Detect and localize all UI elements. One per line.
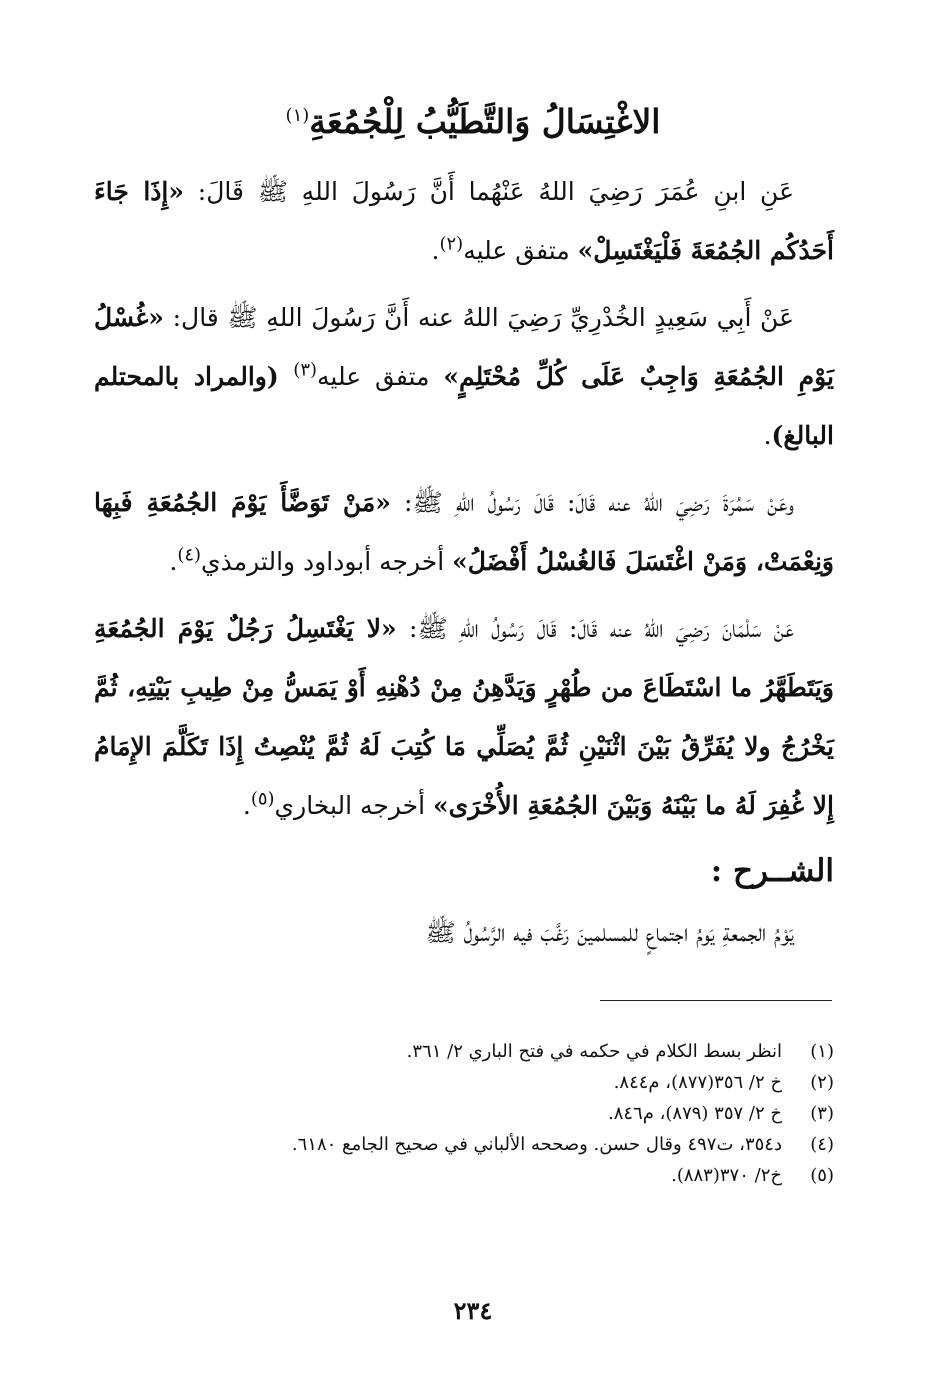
footnote-divider bbox=[600, 1000, 832, 1001]
narration-intro: عَنِ ابنِ عُمَرَ رَضِيَ اللهُ عَنْهُما أَنَّ رَسُولَ اللهِ ﷺ قَالَ: bbox=[184, 177, 794, 206]
clarification-note: (والمراد بالمحتلم البالغ) bbox=[94, 362, 834, 450]
footnote-ref: (٣) bbox=[293, 359, 318, 381]
explanation-text: يَوْمُ الجمعةِ يَومُ اجتماعٍ للمسلمينَ رَغَّبَ فيه الرَّسُولُ ﷺ bbox=[425, 918, 794, 947]
footnote-item bbox=[94, 1160, 834, 1191]
footnote-text: خ٢/ ٣٧٠(٨٨٣). bbox=[671, 1165, 782, 1186]
footnote-ref: (٥) bbox=[250, 788, 275, 810]
hadith-text: «إِذَا جَاءَ أَحَدُكُم الجُمُعَةَ فَلْيَغْتَسِلْ» bbox=[94, 177, 834, 265]
sentence-end: . bbox=[169, 547, 178, 576]
footnote-item bbox=[94, 1067, 834, 1098]
sentence-end: . bbox=[431, 236, 440, 265]
footnote-ref: (٢) bbox=[439, 233, 464, 255]
footnote-number: (٣) bbox=[810, 1103, 834, 1124]
hadith-paragraph bbox=[94, 162, 834, 280]
footnote-item bbox=[94, 1129, 834, 1160]
footnote-text: انظر بسط الكلام في حكمه في فتح الباري ٢/ ٣٦١. bbox=[406, 1041, 782, 1062]
footnote-number: (٥) bbox=[810, 1165, 834, 1186]
footnote-number: (٤) bbox=[810, 1134, 834, 1155]
chapter-title-text: الاغْتِسَالُ وَالتَّطَيُّبُ لِلْجُمُعَةِ bbox=[309, 102, 661, 142]
hadith-text: «مَنْ تَوَضَّأَ يَوْمَ الجُمُعَةِ فَبِهَا وَنِعْمَتْ، وَمَنْ اغْتَسَلَ فَالغُسْلُ أَفْضَلُ» bbox=[94, 488, 834, 576]
footnote-number: (١) bbox=[810, 1041, 834, 1062]
source-note: متفق عليه bbox=[463, 236, 578, 265]
page-number: ٢٣٤ bbox=[453, 1296, 493, 1325]
narration-intro: عَنْ أَبِي سَعِيدٍ الخُدْرِيِّ رَضِيَ اللهُ عنه أَنَّ رَسُولَ اللهِ ﷺ قال: bbox=[163, 303, 794, 332]
sentence-end: . bbox=[242, 791, 251, 820]
hadith-paragraph bbox=[94, 473, 834, 591]
hadith-paragraph bbox=[94, 599, 834, 835]
main-text bbox=[94, 162, 834, 962]
hadith-text: «غُسْلُ يَوْمِ الجُمُعَةِ وَاجِبٌ عَلَى كُلِّ مُحْتَلِمٍ» bbox=[94, 303, 834, 391]
footnotes-list bbox=[94, 1036, 834, 1191]
hadith-paragraph bbox=[94, 288, 834, 465]
hadith-text: «لا يَغْتَسِلُ رَجُلٌ يَوْمَ الجُمُعَةِ وَيَتَطَهَّرُ ما اسْتَطَاعَ من طُهْرٍ وَيَدَّهِنُ مِنْ دُهْنِهِ أَوْ يَمَسُّ مِنْ طِيبِ بَيْتِهِ، ثُمَّ يَخْرُجُ ولا يُفَرِّقُ بَيْنَ اثْنَيْنِ ثُمَّ يُصَلِّي مَا كُتِبَ لَهُ ثُمَّ يُنْصِتُ إِذَا تَكَلَّمَ الإِمَامُ إِلا غُفِرَ لَهُ ما بَيْنَهُ وَبَيْنَ الجُمُعَةِ الأُخْرَى» bbox=[94, 614, 834, 820]
footnote-number: (٢) bbox=[810, 1072, 834, 1093]
sentence-end: . bbox=[763, 421, 772, 450]
footnote-text: د٣٥٤، ت٤٩٧ وقال حسن. وصححه الألباني في صحيح الجامع ٦١٨٠. bbox=[291, 1134, 782, 1155]
source-note: أخرجه البخاري bbox=[274, 791, 433, 820]
footnote-text: خ ٢/ ٣٥٧ (٨٧٩)، م٨٤٦. bbox=[607, 1103, 782, 1124]
explanation-heading: الشــرح : bbox=[710, 853, 834, 889]
footnote-ref: (١) bbox=[285, 105, 310, 127]
chapter-title bbox=[0, 94, 946, 150]
footnote-text: خ ٢/ ٣٥٦(٨٧٧)، م٨٤٤. bbox=[613, 1072, 782, 1093]
footnote-ref: (٤) bbox=[177, 544, 202, 566]
source-note: متفق عليه bbox=[317, 362, 444, 391]
source-note: أخرجه أبوداود والترمذي bbox=[201, 547, 453, 576]
footnote-item bbox=[94, 1036, 834, 1067]
footnote-item bbox=[94, 1098, 834, 1129]
narration-intro: وعَنْ سَمُرَةَ رَضِيَ اللهُ عنه قَالَ: قَالَ رَسُولُ اللهِ ﷺ: bbox=[390, 488, 794, 517]
narration-intro: عَنْ سَلْمَانَ رَضِيَ اللهُ عنه قَالَ: قَالَ رَسُولُ اللهِ ﷺ: bbox=[396, 614, 794, 643]
